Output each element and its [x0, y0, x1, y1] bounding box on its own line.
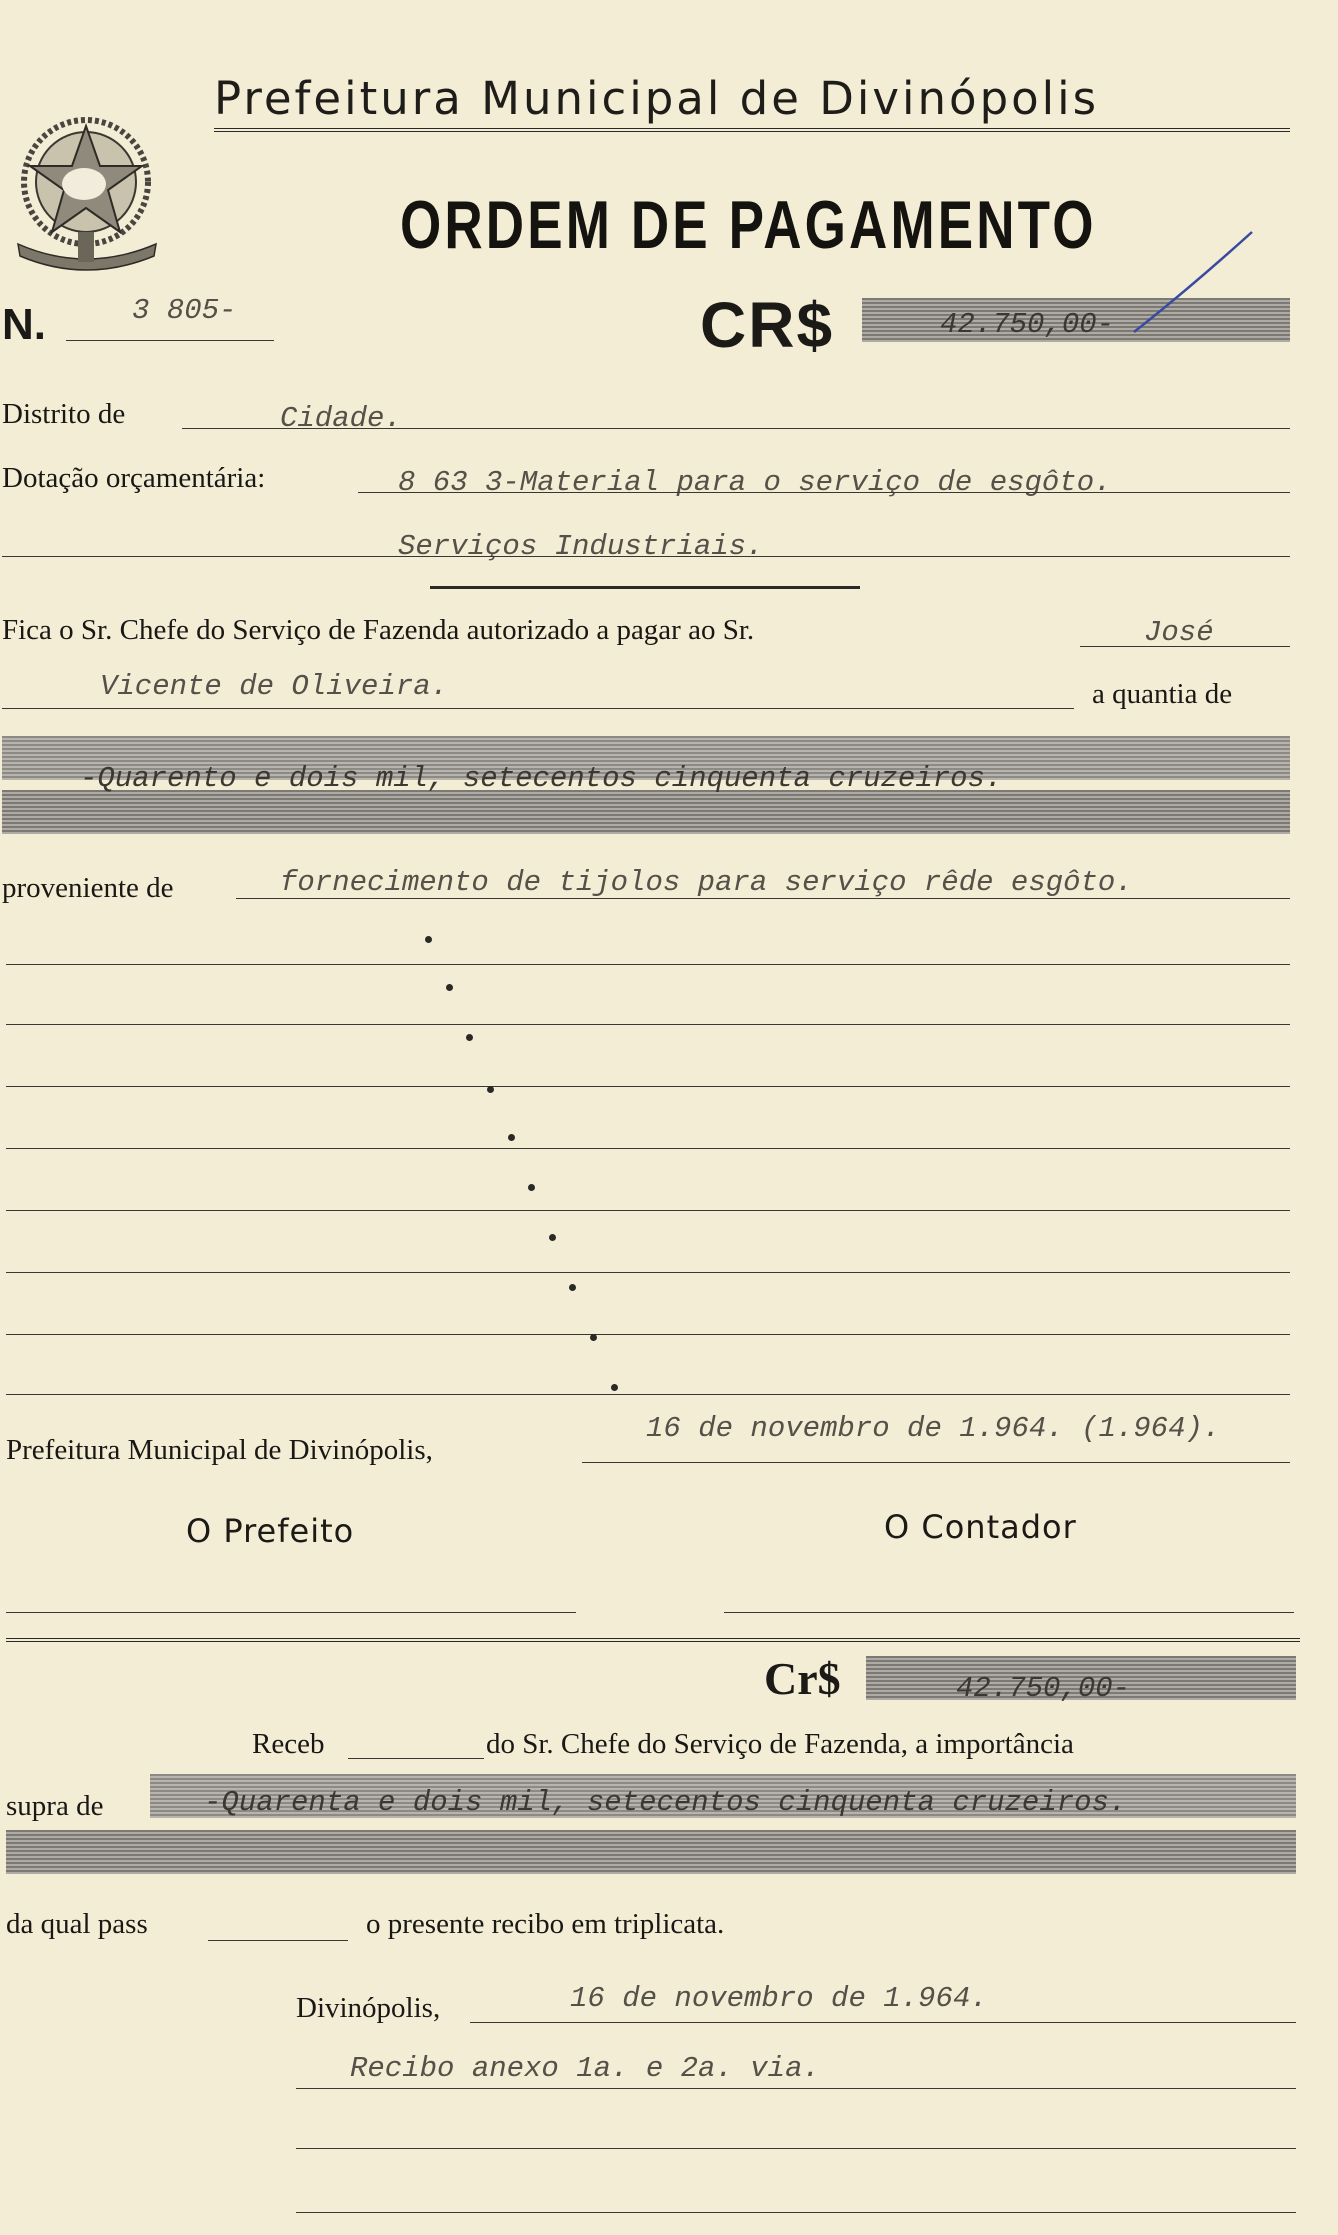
dot-mark [466, 1034, 473, 1041]
budget-rule-2 [2, 556, 1290, 557]
supra-label: supra de [6, 1790, 104, 1822]
receipt-note: Recibo anexo 1a. e 2a. via. [350, 2052, 820, 2085]
dot-mark [590, 1334, 597, 1341]
place-label: Prefeitura Municipal de Divinópolis, [6, 1434, 433, 1466]
mayor-signature-line [6, 1612, 576, 1613]
dot-mark [508, 1134, 515, 1141]
currency-label: CR$ [700, 289, 835, 361]
received-blank [348, 1758, 484, 1759]
payee-rule-2 [2, 708, 1074, 709]
dot-mark [569, 1284, 576, 1291]
date-rule [582, 1462, 1290, 1463]
blank-line [6, 1272, 1290, 1273]
dot-mark [528, 1184, 535, 1191]
dot-mark [446, 984, 453, 991]
blank-line [6, 964, 1290, 965]
authorization-text: Fica o Sr. Chefe do Serviço de Fazenda autorizado a pagar ao Sr. [2, 614, 755, 646]
budget-line2: Serviços Industriais. [398, 530, 764, 563]
receipt-words-band-2 [6, 1830, 1296, 1874]
receipt-amount: 42.750,00- [956, 1672, 1131, 1705]
number-value: 3 805- [132, 294, 237, 327]
pass-prefix: da qual pass [6, 1908, 148, 1940]
dot-mark [487, 1086, 494, 1093]
blank-line [6, 1394, 1290, 1395]
blank-line [6, 1086, 1290, 1087]
blank-line [6, 1148, 1290, 1149]
number-label: N. [2, 300, 46, 349]
amount-words-band-2 [2, 790, 1290, 834]
amount-value: 42.750,00- [940, 308, 1115, 341]
receipt-note-rule [296, 2088, 1296, 2089]
pen-stroke-mark [1130, 228, 1260, 338]
budget-rule-1 [358, 492, 1290, 493]
received-suffix: do Sr. Chefe do Serviço de Fazenda, a importância [486, 1728, 1074, 1760]
number-rule [66, 340, 274, 341]
accountant-label: O Contador [884, 1508, 1077, 1546]
origin-value: fornecimento de tijolos para serviço rêde esgôto. [280, 866, 1133, 899]
blank-line [6, 1210, 1290, 1211]
district-value: Cidade. [280, 402, 402, 435]
blank-line [6, 1024, 1290, 1025]
amount-in-words: -Quarento e dois mil, setecentos cinquenta cruzeiros. [80, 762, 1003, 795]
receipt-blank-line [296, 2148, 1296, 2149]
payee-rule-1 [1080, 646, 1290, 647]
coat-of-arms-seal [8, 104, 168, 274]
blank-line [6, 1334, 1290, 1335]
payee-first-name: José [1144, 616, 1214, 649]
dot-mark [611, 1384, 618, 1391]
payee-rest: Vicente de Oliveira. [100, 670, 449, 703]
order-date: 16 de novembro de 1.964. (1.964). [646, 1412, 1221, 1445]
receipt-divider [6, 1638, 1300, 1642]
document-title: ORDEM DE PAGAMENTO [400, 187, 1097, 263]
receipt-currency-label: Cr$ [764, 1653, 841, 1704]
pass-suffix: o presente recibo em triplicata. [366, 1908, 725, 1940]
district-rule [182, 428, 1290, 429]
mayor-label: O Prefeito [186, 1512, 355, 1550]
district-label: Distrito de [2, 398, 126, 430]
received-prefix: Receb [252, 1728, 325, 1760]
receipt-amount-in-words: -Quarenta e dois mil, setecentos cinquenta cruzeiros. [204, 1786, 1127, 1819]
receipt-blank-line [296, 2212, 1296, 2213]
budget-line1: 8 63 3-Material para o serviço de esgôto. [398, 466, 1112, 499]
dot-mark [425, 936, 432, 943]
receipt-place-label: Divinópolis, [296, 1992, 441, 2024]
heading-rule [214, 128, 1290, 132]
receipt-date-rule [470, 2022, 1296, 2023]
budget-label: Dotação orçamentária: [2, 462, 266, 494]
origin-label: proveniente de [2, 872, 174, 904]
pass-blank [208, 1940, 348, 1941]
municipality-heading: Prefeitura Municipal de Divinópolis [214, 72, 1100, 125]
accountant-signature-line [724, 1612, 1294, 1613]
origin-rule [236, 898, 1290, 899]
amount-label: a quantia de [1092, 678, 1233, 710]
section-divider [430, 586, 860, 589]
dot-mark [549, 1234, 556, 1241]
receipt-date: 16 de novembro de 1.964. [570, 1982, 988, 2015]
